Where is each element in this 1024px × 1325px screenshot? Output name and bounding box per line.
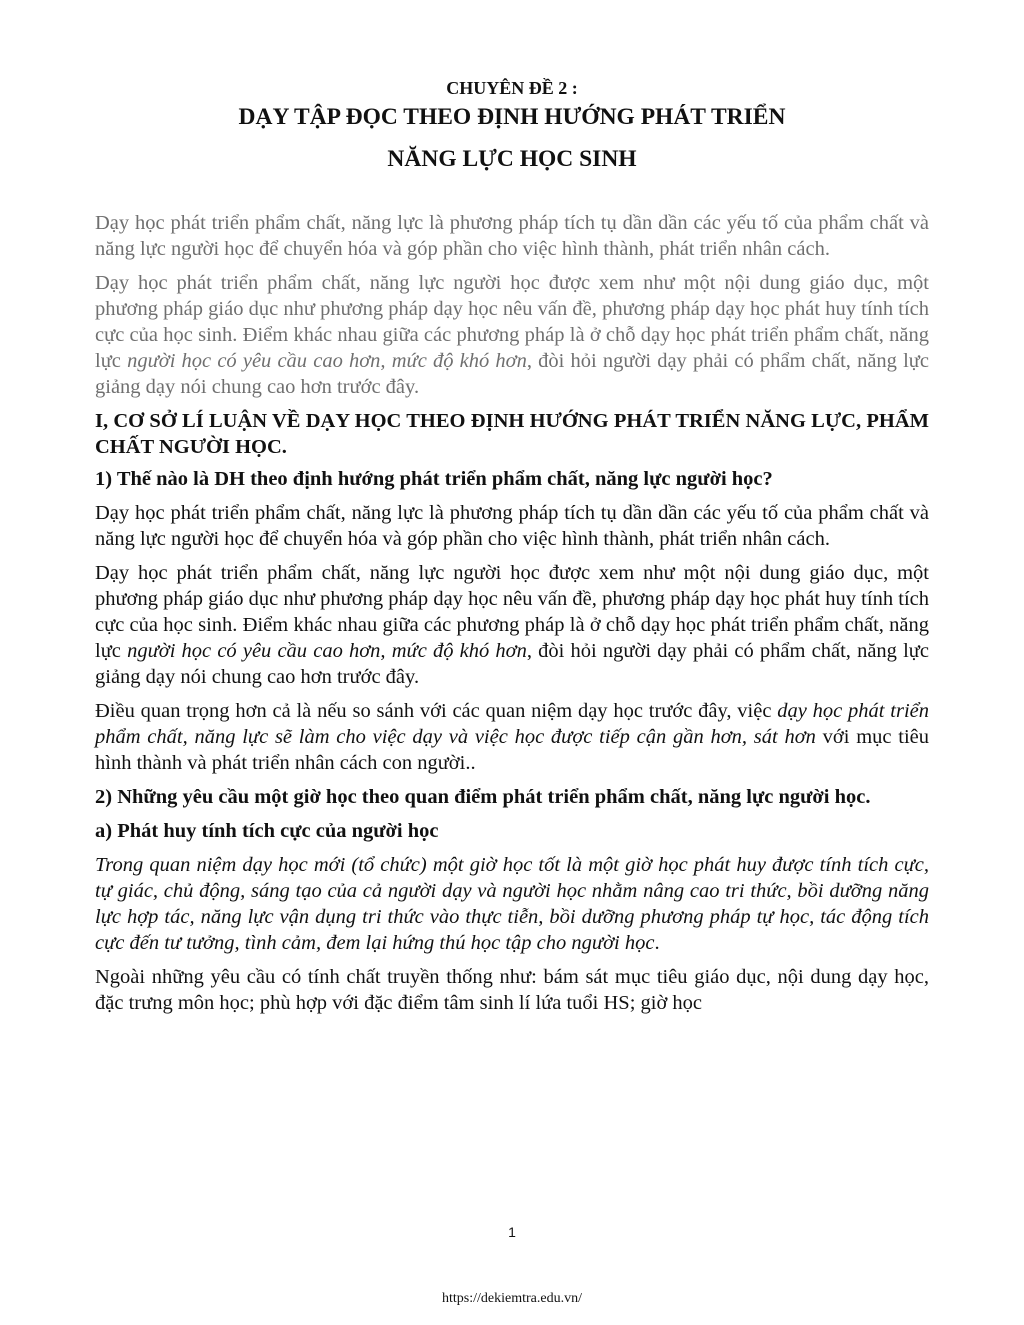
s1-p3-text-a: Điều quan trọng hơn cả là nếu so sánh với các quan niệm dạy học trước đây, việc bbox=[95, 700, 778, 722]
section-1-heading: I, CƠ SỞ LÍ LUẬN VỀ DẠY HỌC THEO ĐỊNH HƯỚNG PHÁT TRIỂN NĂNG LỰC, PHẨM CHẤT NGƯỜI HỌC. bbox=[95, 410, 929, 458]
s1-p3-italic: dạy học phát triển phẩm chất, năng lực sẽ làm cho việc dạy và việc học được tiếp cận gần hơn, sát hơn bbox=[95, 700, 929, 748]
s1-p2-text-b: , đòi hỏi người dạy phải có phẩm chất, năng lực giảng dạy nói chung cao hơn trước đây. bbox=[95, 640, 929, 688]
title-line-2: NĂNG LỰC HỌC SINH bbox=[387, 146, 637, 172]
section-1-paragraph-1: Dạy học phát triển phẩm chất, năng lực là phương pháp tích tụ dần dần các yếu tố của phẩm chất và năng lực người học để chuyển hóa và góp phần cho việc hình thành, phát triển nhân cách. bbox=[95, 502, 929, 550]
section-1-paragraph-2 bbox=[95, 560, 929, 690]
intro-p2-italic: người học có yêu cầu cao hơn, mức độ khó hơn bbox=[127, 350, 527, 372]
s1-p2-italic: người học có yêu cầu cao hơn, mức độ khó hơn bbox=[127, 640, 527, 662]
intro-paragraph-2 bbox=[95, 270, 929, 400]
s1-p3-text-b: với mục tiêu hình thành và phát triển nhân cách con người.. bbox=[95, 726, 929, 774]
page-content bbox=[95, 74, 929, 1024]
section-1-paragraph-5: Ngoài những yêu cầu có tính chất truyền thống như: bám sát mục tiêu giáo dục, nội dung dạy học, đặc trưng môn học; phù hợp với đặc điểm tâm sinh lí lứa tuổi HS; giờ học bbox=[95, 966, 929, 1014]
intro-p2-text-a: Dạy học phát triển phẩm chất, năng lực người học được xem như một nội dung giáo dục, một phương pháp giáo dục như phương pháp dạy học nêu vấn đề, phương pháp dạy học phát huy tính tích cực của học sinh. Điểm khác nhau giữa các phương pháp là ở chỗ dạy học phát triển phẩm chất, năng lực bbox=[95, 272, 929, 372]
title-block bbox=[95, 74, 929, 174]
question-2-heading: 2) Những yêu cầu một giờ học theo quan điểm phát triển phẩm chất, năng lực người học. bbox=[95, 786, 871, 808]
page-number: 1 bbox=[508, 1224, 516, 1240]
section-1-paragraph-3 bbox=[95, 698, 929, 776]
s1-p4-end: . bbox=[654, 932, 660, 954]
section-1-paragraph-4 bbox=[95, 852, 929, 956]
s1-p4-italic: Trong quan niệm dạy học mới (tổ chức) một giờ học tốt là một giờ học phát huy được tính tích cực, tự giác, chủ động, sáng tạo của cả người dạy và người học nhằm nâng cao tri thức, bồi dưỡng năng lực hợp tác, năng lực vận dụng tri thức vào thực tiễn, bồi dưỡng phương pháp tự học, tác động tích cực đến tư tưởng, tình cảm, đem lại hứng thú học tập cho người học bbox=[95, 854, 929, 954]
intro-paragraph-1: Dạy học phát triển phẩm chất, năng lực là phương pháp tích tụ dần dần các yếu tố của phẩm chất và năng lực người học để chuyển hóa và góp phần cho việc hình thành, phát triển nhân cách. bbox=[95, 212, 929, 260]
subsection-a-heading: a) Phát huy tính tích cực của người học bbox=[95, 820, 439, 842]
topic-label: CHUYÊN ĐỀ 2 : bbox=[446, 78, 578, 98]
intro-p2-text-b: , đòi hỏi người dạy phải có phẩm chất, năng lực giảng dạy nói chung cao hơn trước đây. bbox=[95, 350, 929, 398]
question-1-heading: 1) Thế nào là DH theo định hướng phát triển phẩm chất, năng lực người học? bbox=[95, 468, 773, 490]
s1-p2-text-a: Dạy học phát triển phẩm chất, năng lực người học được xem như một nội dung giáo dục, một phương pháp giáo dục như phương pháp dạy học nêu vấn đề, phương pháp dạy học phát huy tính tích cực của học sinh. Điểm khác nhau giữa các phương pháp là ở chỗ dạy học phát triển phẩm chất, năng lực bbox=[95, 562, 929, 662]
footer-url: https://dekiemtra.edu.vn/ bbox=[442, 1291, 582, 1306]
title-line-1: DẠY TẬP ĐỌC THEO ĐỊNH HƯỚNG PHÁT TRIỂN bbox=[238, 104, 786, 130]
